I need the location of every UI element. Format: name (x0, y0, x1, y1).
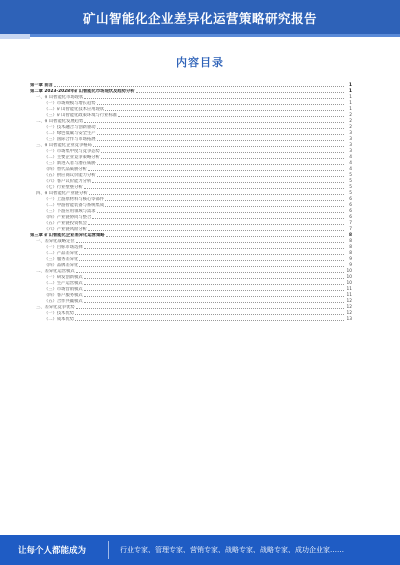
toc-page-number: 2 (349, 119, 352, 124)
toc-page-number: 2 (349, 113, 352, 118)
toc-page-number: 3 (349, 143, 352, 148)
toc-dot-leader (76, 272, 344, 273)
toc-entry-title: （二）主要企业竞争策略分析 (44, 155, 100, 160)
toc-dot-leader (88, 224, 344, 225)
toc-entry-title: （一）技术融合与创新驱动 (44, 125, 96, 130)
toc-dot-leader (105, 110, 344, 111)
toc-page-number: 7 (349, 227, 352, 232)
toc-dot-leader (75, 320, 344, 321)
toc-entry-title: （四）产业链协同与整合 (44, 215, 92, 220)
toc-page-number: 1 (349, 107, 352, 112)
toc-entry-title: （一）目标市场选择 (44, 245, 83, 250)
toc-entry-title: （三）市场营销模式 (44, 287, 83, 292)
toc-entry-title: （五）产业链投资机会 (44, 221, 87, 226)
toc-dot-leader (84, 98, 344, 99)
toc-page-number: 6 (349, 209, 352, 214)
toc-dot-leader (84, 290, 344, 291)
toc-dot-leader (75, 314, 344, 315)
toc-entry-title: （一）市场集中度与竞争态势 (44, 149, 100, 154)
header-banner (0, 0, 400, 34)
footer-banner (0, 535, 400, 565)
toc-dot-leader (97, 176, 344, 177)
toc-dot-leader (88, 170, 344, 171)
table-of-contents (30, 82, 352, 322)
toc-dot-leader (76, 308, 344, 309)
toc-page-number: 12 (346, 299, 352, 304)
toc-entry-title: （二）产品差异化 (44, 251, 79, 256)
toc-dot-leader (84, 284, 344, 285)
toc-entry-title: 四、矿山智能化产业链分析 (36, 191, 88, 196)
toc-page-number: 3 (349, 137, 352, 142)
toc-entry-title: （五）合作共赢模式 (44, 299, 83, 304)
toc-dot-leader (84, 248, 344, 249)
toc-dot-leader (84, 296, 344, 297)
toc-entry-title: （一）市场规模与增长趋势 (44, 101, 96, 106)
report-title: 矿山智能化企业差异化运营策略研究报告 (82, 11, 317, 26)
toc-entry-title: （四）品牌差异化 (44, 263, 79, 268)
toc-page-number: 10 (346, 275, 352, 280)
toc-page-number: 12 (346, 305, 352, 310)
toc-entry-title: （三）国际合作与市场拓展 (44, 137, 96, 142)
toc-entry-title: 三、矿山智能化企业竞争格局 (36, 143, 92, 148)
toc-entry-title: （一）研发创新模式 (44, 275, 83, 280)
toc-page-number: 8 (349, 251, 352, 256)
toc-page-number: 5 (349, 173, 352, 178)
toc-entry-title: （四）客户服务模式 (44, 293, 83, 298)
toc-dot-leader (105, 206, 344, 207)
toc-dot-leader (84, 122, 344, 123)
toc-dot-leader (84, 302, 344, 303)
toc-entry-title: 一、矿山智能化市场现状 (36, 95, 84, 100)
toc-page-number: 3 (349, 149, 352, 154)
toc-entry-title: 一、差异化战略定位 (36, 239, 75, 244)
toc-dot-leader (101, 152, 344, 153)
toc-page-number: 4 (349, 167, 352, 172)
toc-dot-leader (84, 278, 344, 279)
toc-entry-title: （四）替代品威胁分析 (44, 167, 87, 172)
toc-entry-title: 第三章 矿山智能化企业差异化运营策略 (30, 233, 105, 238)
toc-entry-title: 二、差异化运营模式 (36, 269, 75, 274)
header-accent-tab (0, 34, 30, 39)
toc-entry-title: （一）上游原材料与核心零部件 (44, 197, 105, 202)
toc-entry-title: （七）行业壁垒分析 (44, 185, 83, 190)
toc-entry-title: （三）矿山智能化政策环境与行业标准 (44, 113, 118, 118)
toc-dot-leader (97, 104, 344, 105)
toc-dot-leader (84, 188, 344, 189)
toc-entry-title: 三、差异化竞争优势 (36, 305, 75, 310)
toc-entry[interactable] (30, 316, 352, 322)
footer-slogan: 让每个人都能成为 (18, 546, 87, 556)
toc-page-number: 10 (346, 281, 352, 286)
toc-entry-title: （二）成本优势 (44, 317, 75, 322)
toc-page-number: 2 (349, 125, 352, 130)
toc-dot-leader (76, 242, 344, 243)
header-stripe (0, 34, 400, 37)
toc-dot-leader (97, 140, 344, 141)
toc-entry-title: （三）下游应用领域与需求 (44, 209, 96, 214)
toc-page-number: 11 (346, 293, 352, 298)
toc-entry-title: （二）矿山智能化技术应用现状 (44, 107, 105, 112)
toc-entry-title: （二）绿色低碳与安全生产 (44, 131, 96, 136)
toc-entry-title: （二）中游智能装备与系统集成 (44, 203, 105, 208)
toc-entry-title: 第二章 2023-2028年矿山智能化市场现状及趋势分析 (30, 89, 135, 94)
toc-entry-title: （五）供应商议价能力分析 (44, 173, 96, 178)
toc-page-number: 6 (349, 197, 352, 202)
toc-dot-leader (101, 158, 344, 159)
toc-entry-title: （六）客户议价能力分析 (44, 179, 92, 184)
toc-entry-title: （六）产业链风险分析 (44, 227, 87, 232)
footer-roles: 行业专家、管理专家、营销专家、战略专家、战略专家、成功企业家…… (120, 546, 344, 554)
toc-page-number: 6 (349, 203, 352, 208)
toc-page-number: 4 (349, 155, 352, 160)
toc-page-number: 8 (349, 233, 352, 238)
toc-page-number: 10 (346, 269, 352, 274)
toc-heading: 内容目录 (176, 56, 224, 69)
toc-page-number: 5 (349, 185, 352, 190)
toc-page-number: 8 (349, 239, 352, 244)
toc-entry-title: （三）服务差异化 (44, 257, 79, 262)
toc-dot-leader (97, 212, 344, 213)
toc-entry-title: （三）新进入者与潜在威胁 (44, 161, 96, 166)
toc-dot-leader (118, 116, 344, 117)
toc-dot-leader (92, 182, 344, 183)
toc-dot-leader (79, 260, 344, 261)
toc-page-number: 3 (349, 131, 352, 136)
toc-page-number: 5 (349, 179, 352, 184)
toc-page-number: 4 (349, 161, 352, 166)
toc-dot-leader (79, 254, 344, 255)
toc-page-number: 9 (349, 257, 352, 262)
toc-dot-leader (97, 164, 344, 165)
toc-entry-title: （二）生产运营模式 (44, 281, 83, 286)
toc-dot-leader (79, 266, 344, 267)
toc-entry-title: （一）技术优势 (44, 311, 75, 316)
toc-dot-leader (136, 92, 344, 93)
toc-page-number: 1 (349, 83, 352, 88)
toc-dot-leader (54, 86, 344, 87)
toc-page-number: 1 (349, 89, 352, 94)
toc-page-number: 13 (346, 317, 352, 322)
toc-dot-leader (97, 134, 344, 135)
toc-dot-leader (92, 218, 344, 219)
toc-page-number: 8 (349, 245, 352, 250)
toc-dot-leader (88, 230, 344, 231)
toc-page-number: 9 (349, 263, 352, 268)
toc-page-number: 1 (349, 101, 352, 106)
toc-dot-leader (89, 194, 344, 195)
toc-page-number: 1 (349, 95, 352, 100)
toc-dot-leader (97, 128, 344, 129)
toc-dot-leader (105, 200, 344, 201)
toc-page-number: 12 (346, 311, 352, 316)
toc-page-number: 5 (349, 191, 352, 196)
toc-page-number: 7 (349, 221, 352, 226)
toc-entry-title: 第一章 前言 (30, 83, 53, 88)
toc-page-number: 6 (349, 215, 352, 220)
footer-divider (108, 541, 109, 559)
toc-page-number: 11 (346, 287, 352, 292)
toc-entry-title: 二、矿山智能化发展趋势 (36, 119, 84, 124)
toc-dot-leader (106, 236, 344, 237)
toc-dot-leader (93, 146, 344, 147)
